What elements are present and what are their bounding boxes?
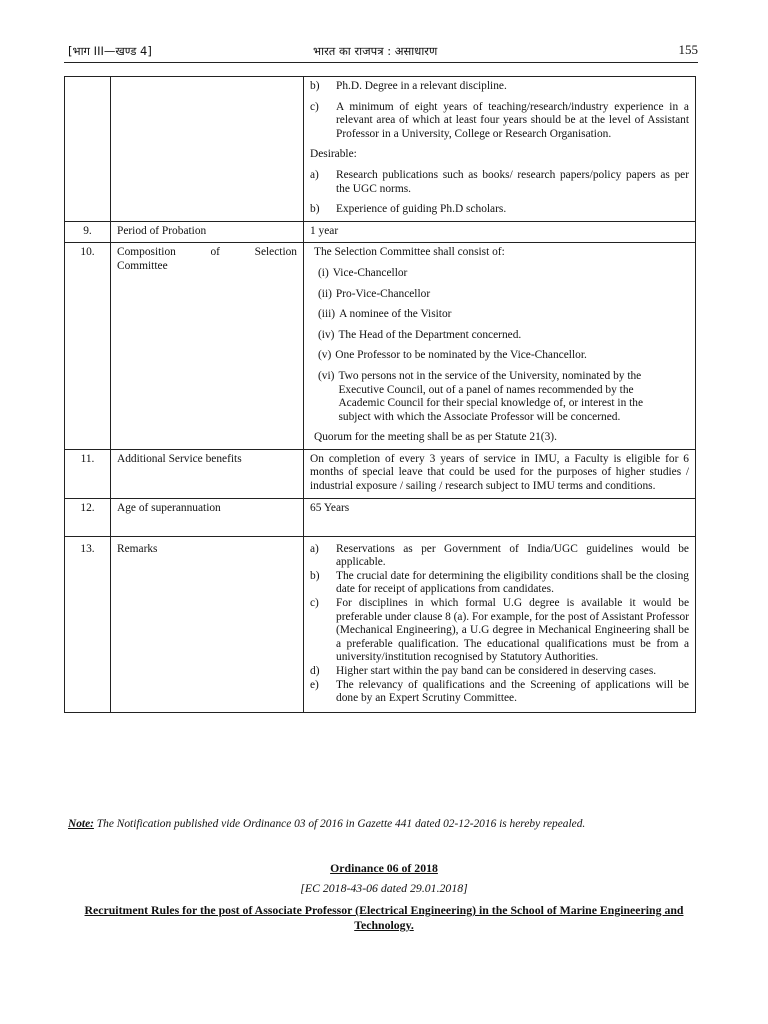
item-text: Vice-Chancellor [332,266,408,279]
table-row-probation [65,221,696,243]
recruitment-rules-table [64,76,696,713]
cell-no-empty [65,77,111,222]
committee-intro: The Selection Committee shall consist of: [314,246,505,259]
remark-item [310,597,689,665]
item-marker: (vi) [318,369,335,382]
note-text: The Notification published vide Ordinance 03 of 2016 in Gazette 441 dated 02-12-2016 is hereby repealed. [96,818,586,830]
item-marker: c) [310,100,319,113]
item-marker: (v) [318,349,332,362]
row-label: Period of Probation [111,221,304,243]
desirable-label: Desirable: [310,148,357,161]
item-text: The crucial date for determining the eligibility conditions shall be the closing date for receipt of applications from candidates. [336,569,689,596]
item-marker: b) [310,80,320,92]
item-text: A nominee of the Visitor [339,308,452,321]
ordinance-title: Ordinance 06 of 2018 [330,861,438,875]
remark-item [310,665,689,679]
row-number: 12. [65,498,111,536]
row-value: 1 year [304,221,696,243]
row-number: 11. [65,449,111,498]
item-marker: a) [310,168,319,181]
row-number: 9. [65,221,111,243]
cell-continued-qualifications [304,77,696,222]
row-number: 13. [65,536,111,712]
committee-member [310,329,689,343]
cell-label-empty [111,77,304,222]
item-text: Two persons not in the service of the University, nominated by the Executive Council, out of a panel of names recommended by the Academic Council for their special knowledge of, or interest in the subject with which the Associate Professor will be concerned. [338,369,644,423]
item-text: Research publications such as books/ research papers/policy papers as per the UGC norms. [336,168,689,195]
header-divider [64,62,698,63]
item-text: Ph.D. Degree in a relevant discipline. [336,80,507,92]
row-value: 65 Years [304,498,696,536]
header-gazette-title: भारत का राजपत्र : असाधारण [313,44,438,58]
item-marker: (iv) [318,328,335,341]
row-value [304,243,696,450]
header-part-label: [भाग III—खण्ड 4] [68,44,152,58]
committee-member [310,349,689,363]
list-item [310,169,689,196]
item-marker: a) [310,542,319,555]
committee-member [310,370,689,424]
row-label: Remarks [111,536,304,712]
row-label: Age of superannuation [111,498,304,536]
item-text: For disciplines in which formal U.G degree is available it would be preferable under clause 8 (a). For example, for the post of Assistant Professor (Mechanical Engineering), a U.G degree in Mechanical Engineering shall be a preferable qualification. The educational qualifications must be from a university/institution recognised by Statutory Authorities. [336,597,690,664]
item-marker: c) [310,597,319,610]
row-number: 10. [65,243,111,450]
ordinance-reference: [EC 2018-43-06 dated 29.01.2018] [300,881,468,895]
ordinance-heading: Recruitment Rules for the post of Associate Professor (Electrical Engineering) in the School of Marine Engineering and Technology. [84,903,684,932]
row-label-line: Committee [117,259,168,272]
item-text: Pro-Vice-Chancellor [335,287,431,300]
list-item [310,101,689,142]
row-value [304,536,696,712]
row-label-line: Composition of Selection [117,246,297,259]
item-marker: e) [310,678,319,691]
remark-item [310,543,689,570]
row-label: Additional Service benefits [111,449,304,498]
item-marker: d) [310,665,320,677]
item-text: Experience of guiding Ph.D scholars. [336,203,507,216]
item-text: Reservations as per Government of India/UGC guidelines would be applicable. [336,542,689,569]
table-row-continued [65,77,696,222]
note-label: Note: [68,818,94,830]
item-text: A minimum of eight years of teaching/research/industry experience in a relevant area of which at least four years should be at the level of Assistant Professor in a University, College or Research Organisation. [336,100,689,140]
remark-item [310,679,689,706]
table-row-remarks [65,536,696,712]
item-marker: (i) [318,266,329,279]
quorum-note: Quorum for the meeting shall be as per Statute 21(3). [314,431,557,444]
item-text: The relevancy of qualifications and the Screening of applications will be done by an Expert Scrutiny Committee. [336,678,689,705]
table-row-service-benefits [65,449,696,498]
item-text: The Head of the Department concerned. [338,328,522,341]
item-text: Higher start within the pay band can be considered in deserving cases. [336,665,657,677]
row-value: On completion of every 3 years of service in IMU, a Faculty is eligible for 6 months of special leave that could be used for the purposes of higher studies / industrial exposure / sailing / research subject to IMU terms and conditions. [304,449,696,498]
item-marker: (ii) [318,287,332,300]
remark-item [310,570,689,597]
table-row-superannuation [65,498,696,536]
item-marker: b) [310,203,320,216]
committee-member [310,308,689,322]
row-label [111,243,304,450]
repeal-note [68,818,585,830]
table-row-selection-committee [65,243,696,450]
item-marker: b) [310,569,320,582]
committee-member [310,267,689,281]
item-marker: (iii) [318,308,336,321]
list-item [310,203,689,217]
page-number: 155 [678,42,698,57]
item-text: One Professor to be nominated by the Vice-Chancellor. [335,349,587,362]
list-item [310,80,689,94]
committee-member [310,288,689,302]
